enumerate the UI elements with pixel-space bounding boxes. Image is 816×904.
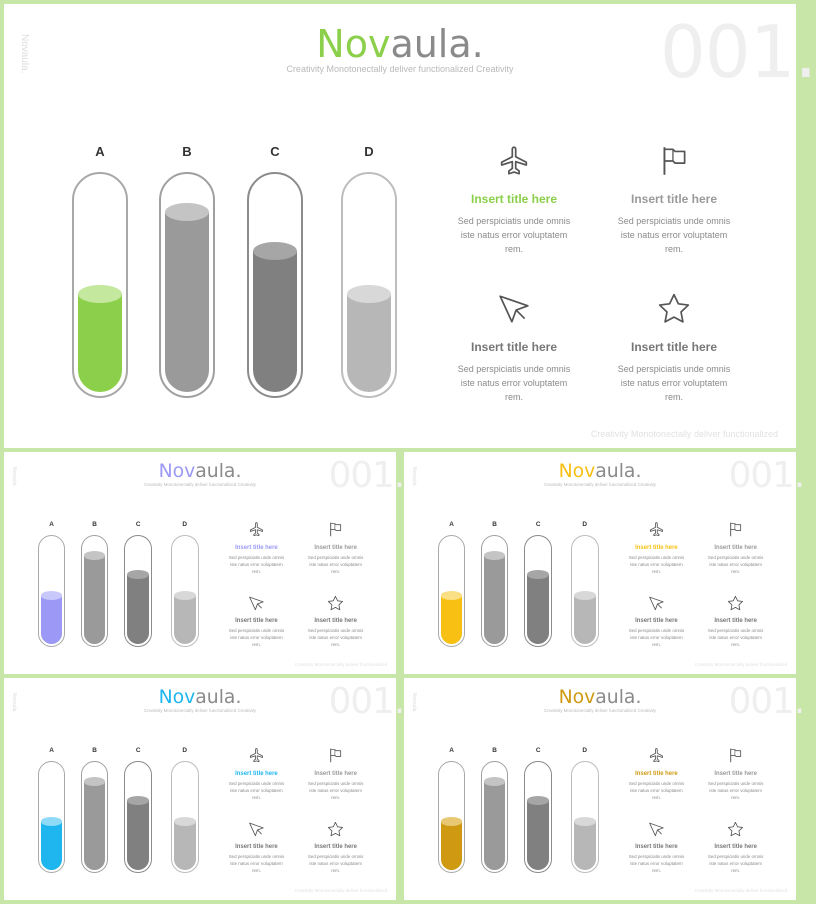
feature-description: Sed perspiciatis unde omnis iste natus error voluptatem rem. xyxy=(707,628,764,648)
feature-title: Insert title here xyxy=(235,844,278,851)
tube-liquid-surface xyxy=(84,551,106,560)
feature-description: Sed perspiciatis unde omnis iste natus error voluptatem rem. xyxy=(457,364,571,402)
tube-liquid-surface xyxy=(174,591,196,600)
feature-description: Sed perspiciatis unde omnis iste natus error voluptatem rem. xyxy=(617,216,731,254)
flag-icon xyxy=(727,521,744,538)
footer-text: Creativity Monotonectally deliver functionalized xyxy=(694,662,788,668)
subtitle: Creativity Monotonectally deliver functionalized Creativity xyxy=(144,481,256,487)
tube-liquid-c xyxy=(253,251,297,392)
feature-title: Insert title here xyxy=(314,844,357,851)
side-label: Novaula. xyxy=(410,466,417,487)
airplane-icon xyxy=(248,747,265,764)
tube-liquid-surface xyxy=(527,796,549,805)
tube-label-a: A xyxy=(449,747,454,755)
brand-suffix: aula. xyxy=(195,686,242,708)
star-icon xyxy=(327,821,344,838)
feature-description: Sed perspiciatis unde omnis iste natus error voluptatem rem. xyxy=(307,555,364,574)
feature-1 xyxy=(626,747,687,802)
tube-liquid-surface xyxy=(253,242,297,260)
tube-liquid-surface xyxy=(174,817,196,826)
brand-prefix: Nov xyxy=(158,686,196,708)
tube-liquid-b xyxy=(165,212,209,392)
tube-liquid-surface xyxy=(441,591,463,600)
feature-title: Insert title here xyxy=(630,340,718,354)
slide-4 xyxy=(4,678,405,900)
tube-liquid-d xyxy=(574,595,596,644)
feature-title: Insert title here xyxy=(630,192,718,206)
slide-number: 001. xyxy=(328,454,405,496)
feature-title: Insert title here xyxy=(235,771,278,778)
feature-title: Insert title here xyxy=(714,618,757,625)
tube-label-a: A xyxy=(49,521,54,529)
flag-icon xyxy=(327,521,344,538)
side-label: Novaula. xyxy=(10,466,17,487)
brand-suffix: aula. xyxy=(195,460,242,482)
flag-icon xyxy=(657,144,691,178)
flag-icon xyxy=(727,747,744,764)
feature-description: Sed perspiciatis unde omnis iste natus error voluptatem rem. xyxy=(228,781,285,800)
tube-label-d: D xyxy=(364,144,374,159)
feature-title: Insert title here xyxy=(714,844,757,851)
slide-number: 001. xyxy=(728,454,805,496)
tube-label-d: D xyxy=(582,747,587,755)
brand-suffix: aula. xyxy=(595,460,642,482)
airplane-icon xyxy=(248,521,265,538)
slide-number: 001. xyxy=(328,680,405,722)
star-icon xyxy=(727,595,744,612)
tube-label-b: B xyxy=(492,747,497,755)
feature-3 xyxy=(226,595,287,650)
feature-description: Sed perspiciatis unde omnis iste natus error voluptatem rem. xyxy=(228,854,285,874)
tube-liquid-surface xyxy=(484,551,506,560)
slide-3 xyxy=(404,452,805,674)
cursor-icon xyxy=(648,821,665,838)
cursor-icon xyxy=(248,821,265,838)
feature-description: Sed perspiciatis unde omnis iste natus error voluptatem rem. xyxy=(457,216,571,254)
feature-2 xyxy=(705,521,766,576)
tube-liquid-c xyxy=(127,800,149,870)
tube-liquid-a xyxy=(41,821,63,870)
tube-liquid-surface xyxy=(574,817,596,826)
tube-liquid-surface xyxy=(78,285,122,303)
slide-number: 001. xyxy=(728,680,805,722)
tube-label-b: B xyxy=(492,521,497,529)
side-label: Novaula. xyxy=(10,692,17,713)
feature-3 xyxy=(626,821,687,876)
feature-3 xyxy=(226,821,287,876)
tube-liquid-a xyxy=(78,294,122,392)
tube-liquid-surface xyxy=(347,285,391,303)
airplane-icon xyxy=(497,144,531,178)
tube-label-c: C xyxy=(535,747,541,755)
feature-title: Insert title here xyxy=(470,340,558,354)
feature-2 xyxy=(705,747,766,802)
flag-icon xyxy=(327,747,344,764)
tube-liquid-surface xyxy=(84,777,106,786)
feature-4 xyxy=(305,595,366,650)
tube-label-b: B xyxy=(182,144,192,159)
feature-4 xyxy=(705,821,766,876)
tube-label-b: B xyxy=(92,747,97,755)
tube-liquid-surface xyxy=(441,817,463,826)
side-label: Novaula. xyxy=(410,692,417,713)
feature-1 xyxy=(226,747,287,802)
brand-suffix: aula. xyxy=(390,22,484,66)
feature-title: Insert title here xyxy=(235,545,278,552)
tube-liquid-d xyxy=(574,821,596,870)
cursor-icon xyxy=(497,292,531,326)
footer-text: Creativity Monotonectally deliver functionalized xyxy=(294,662,388,668)
tube-label-b: B xyxy=(92,521,97,529)
feature-title: Insert title here xyxy=(314,618,357,625)
feature-4 xyxy=(612,292,736,404)
feature-description: Sed perspiciatis unde omnis iste natus error voluptatem rem. xyxy=(707,854,764,874)
star-icon xyxy=(727,821,744,838)
slide-2 xyxy=(4,452,405,674)
tube-liquid-a xyxy=(441,595,463,644)
tube-liquid-surface xyxy=(127,796,149,805)
star-icon xyxy=(657,292,691,326)
tube-liquid-c xyxy=(527,574,549,644)
slide-1 xyxy=(4,4,816,448)
tube-liquid-a xyxy=(41,595,63,644)
footer-text: Creativity Monotonectally deliver functionalized xyxy=(694,888,788,894)
tube-liquid-c xyxy=(127,574,149,644)
feature-title: Insert title here xyxy=(470,192,558,206)
tube-label-c: C xyxy=(135,521,141,529)
feature-description: Sed perspiciatis unde omnis iste natus error voluptatem rem. xyxy=(307,854,364,874)
feature-4 xyxy=(305,821,366,876)
feature-description: Sed perspiciatis unde omnis iste natus error voluptatem rem. xyxy=(707,781,764,800)
side-label: Novaula. xyxy=(19,34,30,74)
tube-label-c: C xyxy=(535,521,541,529)
feature-3 xyxy=(626,595,687,650)
tube-liquid-a xyxy=(441,821,463,870)
subtitle: Creativity Monotonectally deliver functionalized Creativity xyxy=(544,481,656,487)
brand-suffix: aula. xyxy=(595,686,642,708)
feature-4 xyxy=(705,595,766,650)
feature-1 xyxy=(226,521,287,576)
feature-2 xyxy=(612,144,736,256)
subtitle: Creativity Monotonectally deliver functionalized Creativity xyxy=(144,707,256,713)
brand-prefix: Nov xyxy=(316,22,391,66)
footer-text: Creativity Monotonectally deliver functionalized xyxy=(294,888,388,894)
cursor-icon xyxy=(248,595,265,612)
slide-5 xyxy=(404,678,805,900)
tube-label-d: D xyxy=(582,521,587,529)
feature-2 xyxy=(305,747,366,802)
feature-1 xyxy=(626,521,687,576)
feature-description: Sed perspiciatis unde omnis iste natus error voluptatem rem. xyxy=(228,555,285,574)
feature-3 xyxy=(452,292,576,404)
feature-description: Sed perspiciatis unde omnis iste natus error voluptatem rem. xyxy=(628,555,685,574)
feature-title: Insert title here xyxy=(314,771,357,778)
slide-number: 001. xyxy=(660,10,816,94)
feature-description: Sed perspiciatis unde omnis iste natus error voluptatem rem. xyxy=(307,628,364,648)
tube-label-d: D xyxy=(182,521,187,529)
subtitle: Creativity Monotonectally deliver functionalized Creativity xyxy=(544,707,656,713)
feature-title: Insert title here xyxy=(635,771,678,778)
tube-label-d: D xyxy=(182,747,187,755)
tube-liquid-b xyxy=(84,781,106,870)
feature-1 xyxy=(452,144,576,256)
airplane-icon xyxy=(648,521,665,538)
feature-description: Sed perspiciatis unde omnis iste natus error voluptatem rem. xyxy=(307,781,364,800)
feature-description: Sed perspiciatis unde omnis iste natus error voluptatem rem. xyxy=(617,364,731,402)
feature-title: Insert title here xyxy=(714,545,757,552)
brand-prefix: Nov xyxy=(558,686,596,708)
feature-description: Sed perspiciatis unde omnis iste natus error voluptatem rem. xyxy=(707,555,764,574)
cursor-icon xyxy=(648,595,665,612)
feature-title: Insert title here xyxy=(635,844,678,851)
tube-liquid-d xyxy=(174,821,196,870)
tube-liquid-surface xyxy=(127,570,149,579)
feature-2 xyxy=(305,521,366,576)
tube-liquid-surface xyxy=(41,591,63,600)
tube-liquid-b xyxy=(84,555,106,644)
tube-liquid-b xyxy=(484,555,506,644)
footer-text: Creativity Monotonectally deliver functionalized xyxy=(590,429,778,439)
feature-description: Sed perspiciatis unde omnis iste natus error voluptatem rem. xyxy=(228,628,285,648)
star-icon xyxy=(327,595,344,612)
tube-label-a: A xyxy=(449,521,454,529)
tube-label-c: C xyxy=(135,747,141,755)
tube-label-c: C xyxy=(270,144,280,159)
feature-title: Insert title here xyxy=(714,771,757,778)
feature-title: Insert title here xyxy=(635,545,678,552)
tube-liquid-surface xyxy=(527,570,549,579)
feature-title: Insert title here xyxy=(314,545,357,552)
brand-prefix: Nov xyxy=(158,460,196,482)
feature-description: Sed perspiciatis unde omnis iste natus error voluptatem rem. xyxy=(628,781,685,800)
tube-liquid-surface xyxy=(484,777,506,786)
feature-description: Sed perspiciatis unde omnis iste natus error voluptatem rem. xyxy=(628,628,685,648)
tube-liquid-c xyxy=(527,800,549,870)
feature-title: Insert title here xyxy=(235,618,278,625)
feature-description: Sed perspiciatis unde omnis iste natus error voluptatem rem. xyxy=(628,854,685,874)
tube-liquid-surface xyxy=(574,591,596,600)
tube-liquid-d xyxy=(347,294,391,392)
brand-prefix: Nov xyxy=(558,460,596,482)
tube-liquid-b xyxy=(484,781,506,870)
tube-label-a: A xyxy=(49,747,54,755)
tube-label-a: A xyxy=(95,144,105,159)
tube-liquid-surface xyxy=(41,817,63,826)
subtitle: Creativity Monotonectally deliver functionalized Creativity xyxy=(286,64,514,74)
tube-liquid-d xyxy=(174,595,196,644)
airplane-icon xyxy=(648,747,665,764)
feature-title: Insert title here xyxy=(635,618,678,625)
